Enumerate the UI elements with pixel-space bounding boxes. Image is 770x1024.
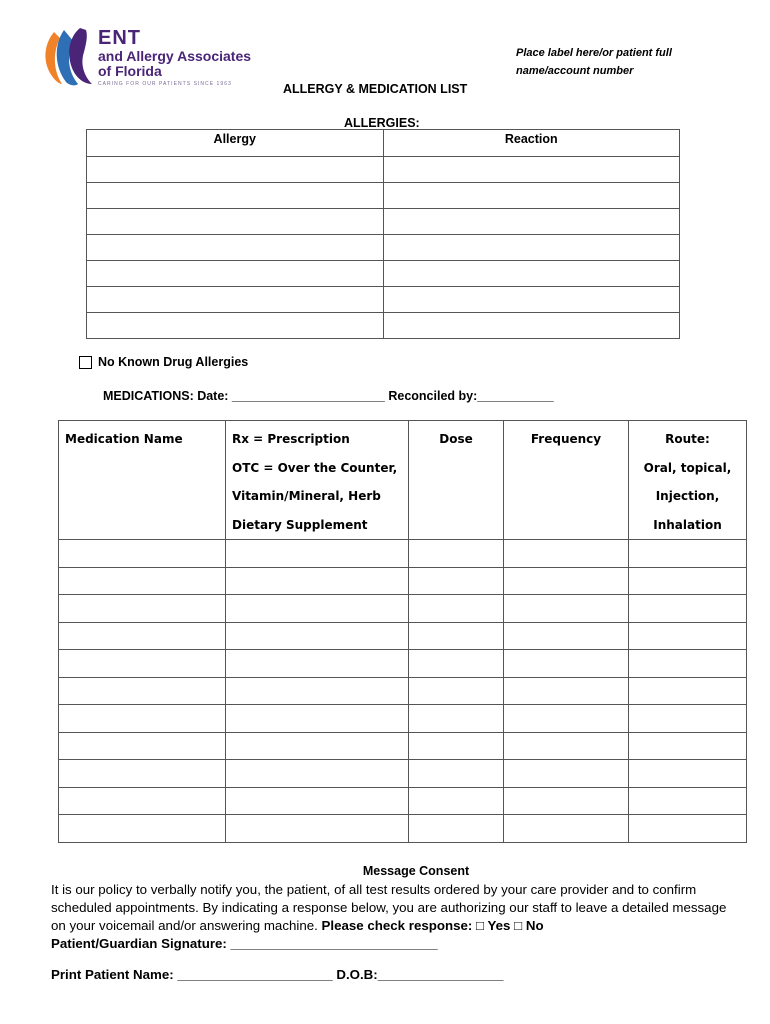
reaction-cell[interactable] bbox=[383, 209, 680, 235]
table-row bbox=[59, 622, 747, 650]
frequency-cell[interactable] bbox=[504, 787, 629, 815]
route-cell[interactable] bbox=[629, 595, 747, 623]
type-header-line: Dietary Supplement bbox=[232, 517, 368, 532]
frequency-cell[interactable] bbox=[504, 650, 629, 678]
table-row bbox=[87, 261, 680, 287]
table-row bbox=[59, 760, 747, 788]
route-header-line: Injection, bbox=[655, 489, 720, 503]
logo-mark-icon bbox=[40, 26, 100, 88]
medications-date-line: MEDICATIONS: Date: ______________________ Reconciled by:___________ bbox=[103, 389, 554, 403]
type-cell[interactable] bbox=[226, 760, 409, 788]
allergy-cell[interactable] bbox=[87, 157, 384, 183]
reaction-cell[interactable] bbox=[383, 157, 680, 183]
table-row bbox=[87, 235, 680, 261]
medication-name-header bbox=[59, 421, 226, 540]
reaction-column-header: Reaction bbox=[383, 130, 680, 157]
medication-name-header-text: Medication Name bbox=[65, 432, 183, 446]
route-header-line: Route: bbox=[665, 432, 710, 446]
medication-name-cell[interactable] bbox=[59, 567, 226, 595]
medication-name-cell[interactable] bbox=[59, 732, 226, 760]
dose-cell[interactable] bbox=[409, 677, 504, 705]
allergy-column-header: Allergy bbox=[87, 130, 384, 157]
table-row bbox=[59, 815, 747, 843]
medication-name-cell[interactable] bbox=[59, 595, 226, 623]
medication-name-cell[interactable] bbox=[59, 650, 226, 678]
table-row bbox=[59, 677, 747, 705]
dose-cell[interactable] bbox=[409, 705, 504, 733]
route-cell[interactable] bbox=[629, 677, 747, 705]
consent-text: It is our policy to verbally notify you, the patient, of all test results ordered by your care provider and to confirm scheduled appointments. By indicating a response below, you are authorizing our staff to leave a detailed message on your voicemail and/or answering machine. bbox=[51, 882, 727, 933]
route-cell[interactable] bbox=[629, 787, 747, 815]
allergies-heading: ALLERGIES: bbox=[344, 116, 420, 130]
type-header-line: Rx = Prescription bbox=[232, 432, 350, 446]
medication-name-cell[interactable] bbox=[59, 677, 226, 705]
table-row bbox=[59, 650, 747, 678]
route-header-line: Oral, topical, bbox=[643, 460, 732, 475]
allergy-table bbox=[86, 129, 680, 339]
frequency-cell[interactable] bbox=[504, 705, 629, 733]
route-cell[interactable] bbox=[629, 732, 747, 760]
reaction-cell[interactable] bbox=[383, 287, 680, 313]
reaction-cell[interactable] bbox=[383, 261, 680, 287]
type-cell[interactable] bbox=[226, 815, 409, 843]
route-cell[interactable] bbox=[629, 650, 747, 678]
dose-cell[interactable] bbox=[409, 732, 504, 760]
allergy-cell[interactable] bbox=[87, 287, 384, 313]
reaction-cell[interactable] bbox=[383, 313, 680, 339]
dose-cell[interactable] bbox=[409, 787, 504, 815]
route-header bbox=[629, 421, 747, 540]
dose-cell[interactable] bbox=[409, 540, 504, 568]
frequency-cell[interactable] bbox=[504, 567, 629, 595]
table-row bbox=[59, 540, 747, 568]
table-row bbox=[59, 732, 747, 760]
table-row bbox=[87, 313, 680, 339]
label-note-line-1: Place label here/or patient full bbox=[516, 47, 672, 59]
allergy-cell[interactable] bbox=[87, 183, 384, 209]
medication-name-cell[interactable] bbox=[59, 622, 226, 650]
medication-name-cell[interactable] bbox=[59, 540, 226, 568]
type-header-line: OTC = Over the Counter, bbox=[232, 460, 398, 475]
dose-cell[interactable] bbox=[409, 622, 504, 650]
form-title: ALLERGY & MEDICATION LIST bbox=[283, 82, 468, 96]
route-cell[interactable] bbox=[629, 815, 747, 843]
table-row bbox=[87, 157, 680, 183]
table-row bbox=[87, 183, 680, 209]
consent-title: Message Consent bbox=[362, 864, 470, 878]
medication-header-row bbox=[59, 421, 747, 540]
frequency-cell[interactable] bbox=[504, 760, 629, 788]
route-cell[interactable] bbox=[629, 705, 747, 733]
table-row bbox=[59, 787, 747, 815]
type-cell[interactable] bbox=[226, 650, 409, 678]
frequency-cell[interactable] bbox=[504, 622, 629, 650]
route-cell[interactable] bbox=[629, 540, 747, 568]
allergy-cell[interactable] bbox=[87, 261, 384, 287]
dose-cell[interactable] bbox=[409, 650, 504, 678]
medication-name-cell[interactable] bbox=[59, 815, 226, 843]
table-row bbox=[87, 287, 680, 313]
medication-name-cell[interactable] bbox=[59, 760, 226, 788]
print-name-dob-line[interactable]: Print Patient Name: _____________________ D.O.B:_________________ bbox=[51, 967, 504, 982]
allergy-header-row bbox=[87, 130, 680, 157]
dose-cell[interactable] bbox=[409, 815, 504, 843]
logo-tagline: CARING FOR OUR PATIENTS SINCE 1963 bbox=[98, 81, 232, 87]
type-cell[interactable] bbox=[226, 732, 409, 760]
label-note-line-2: name/account number bbox=[516, 65, 634, 77]
type-header-line: Vitamin/Mineral, Herb bbox=[232, 489, 381, 503]
dose-header-text: Dose bbox=[439, 432, 473, 446]
allergy-cell[interactable] bbox=[87, 235, 384, 261]
route-cell[interactable] bbox=[629, 760, 747, 788]
patient-label-area bbox=[516, 44, 672, 80]
type-cell[interactable] bbox=[226, 595, 409, 623]
signature-line[interactable]: Patient/Guardian Signature: ____________________________ bbox=[51, 936, 438, 951]
type-cell[interactable] bbox=[226, 705, 409, 733]
frequency-cell[interactable] bbox=[504, 677, 629, 705]
type-cell[interactable] bbox=[226, 540, 409, 568]
type-cell[interactable] bbox=[226, 677, 409, 705]
type-cell[interactable] bbox=[226, 567, 409, 595]
medication-name-cell[interactable] bbox=[59, 705, 226, 733]
logo-line-1: ENT bbox=[98, 27, 141, 49]
nkda-checkbox[interactable] bbox=[79, 356, 92, 369]
logo-line-3: of Florida bbox=[98, 63, 162, 79]
consent-body bbox=[51, 881, 731, 953]
type-cell[interactable] bbox=[226, 622, 409, 650]
frequency-cell[interactable] bbox=[504, 815, 629, 843]
type-cell[interactable] bbox=[226, 787, 409, 815]
frequency-header-text: Frequency bbox=[530, 432, 602, 446]
consent-check-prompt[interactable]: Please check response: □ Yes □ No bbox=[321, 918, 544, 933]
allergy-cell[interactable] bbox=[87, 313, 384, 339]
nkda-label: No Known Drug Allergies bbox=[98, 355, 249, 369]
frequency-header bbox=[504, 421, 629, 540]
frequency-cell[interactable] bbox=[504, 540, 629, 568]
medication-name-cell[interactable] bbox=[59, 787, 226, 815]
route-header-line: Inhalation bbox=[653, 517, 722, 532]
dose-cell[interactable] bbox=[409, 567, 504, 595]
route-cell[interactable] bbox=[629, 567, 747, 595]
dose-cell[interactable] bbox=[409, 595, 504, 623]
reaction-cell[interactable] bbox=[383, 183, 680, 209]
reaction-cell[interactable] bbox=[383, 235, 680, 261]
frequency-cell[interactable] bbox=[504, 595, 629, 623]
nkda-option[interactable] bbox=[79, 355, 248, 369]
dose-cell[interactable] bbox=[409, 760, 504, 788]
table-row bbox=[59, 567, 747, 595]
logo-line-2: and Allergy Associates bbox=[98, 48, 252, 64]
frequency-cell[interactable] bbox=[504, 732, 629, 760]
route-cell[interactable] bbox=[629, 622, 747, 650]
allergy-cell[interactable] bbox=[87, 209, 384, 235]
table-row bbox=[87, 209, 680, 235]
table-row bbox=[59, 595, 747, 623]
table-row bbox=[59, 705, 747, 733]
medication-table bbox=[58, 420, 747, 843]
type-header bbox=[226, 421, 409, 540]
dose-header bbox=[409, 421, 504, 540]
logo-wordmark bbox=[98, 28, 251, 87]
